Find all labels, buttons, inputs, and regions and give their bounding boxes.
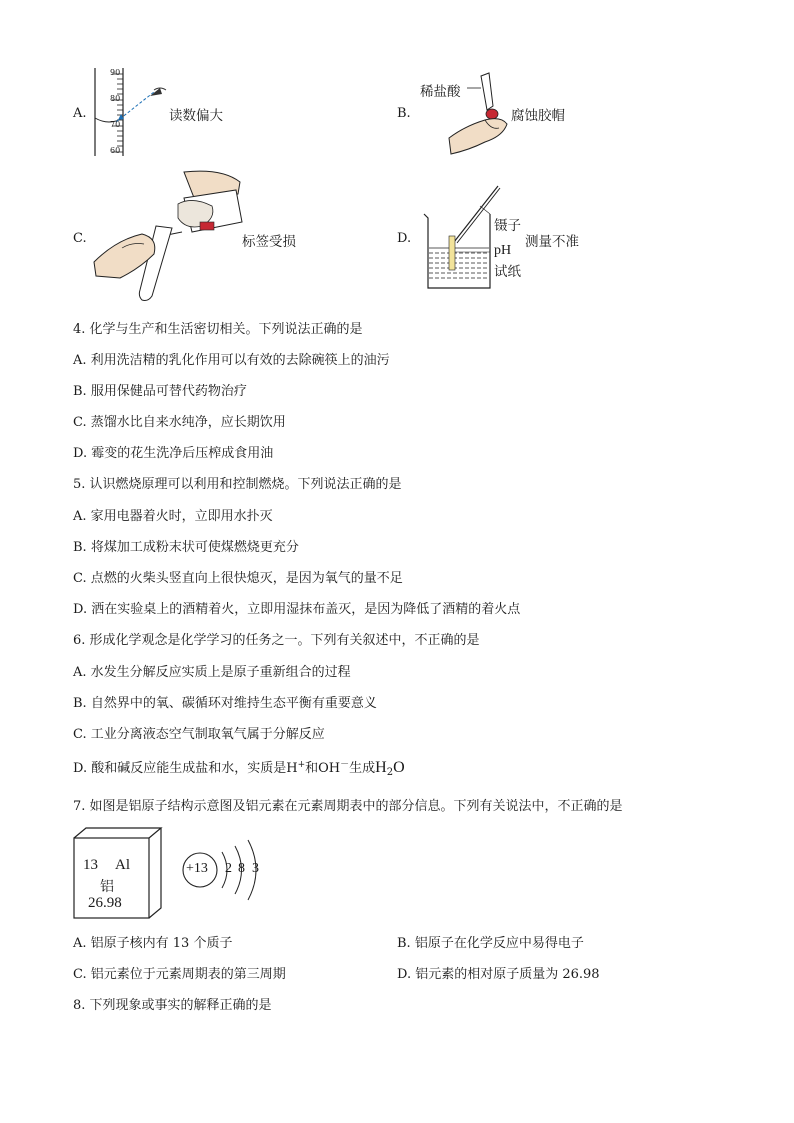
question-4-option-d: D. 霉变的花生洗净后压榨成食用油 xyxy=(73,446,274,461)
question-6-option-d xyxy=(73,757,405,778)
water-sub: 2 xyxy=(386,767,394,778)
question-7-stem: 7. 如图是铝原子结构示意图及铝元素在元素周期表中的部分信息。下列有关说法中，不正确的是 xyxy=(73,799,623,814)
option-a-letter: A. xyxy=(73,106,87,121)
tick-label: 90 xyxy=(110,68,121,77)
question-7-option-b: B. 铝原子在化学反应中易得电子 xyxy=(397,936,584,951)
question-7-option-a: A. 铝原子核内有 13 个质子 xyxy=(73,936,233,951)
question-5-option-b: B. 将煤加工成粉末状可使煤燃烧更充分 xyxy=(73,540,299,555)
shell-electrons: 8 xyxy=(238,861,245,876)
atomic-number: 13 xyxy=(83,857,98,873)
question-6-option-a: A. 水发生分解反应实质上是原子重新组合的过程 xyxy=(73,665,351,680)
option-c-letter: C. xyxy=(73,231,87,246)
element-symbol: Al xyxy=(115,857,130,873)
question-6-option-c: C. 工业分离液态空气制取氧气属于分解反应 xyxy=(73,727,325,742)
option-d-mid: 和 xyxy=(305,761,319,776)
option-d-gen: 生成 xyxy=(349,761,376,776)
question-4-option-a: A. 利用洗洁精的乳化作用可以有效的去除碗筷上的油污 xyxy=(73,353,390,368)
oh-charge: － xyxy=(340,760,350,770)
question-4-option-c: C. 蒸馏水比自来水纯净，应长期饮用 xyxy=(73,415,286,430)
dropper-figure xyxy=(445,70,515,160)
tweezers-label: 镊子 xyxy=(494,218,521,234)
water-o: O xyxy=(393,759,405,776)
water-h: H xyxy=(375,759,387,776)
shell-electrons: 3 xyxy=(252,861,259,876)
oh-ion: OH xyxy=(318,761,341,776)
question-6-option-b: B. 自然界中的氧、碳循环对维持生态平衡有重要意义 xyxy=(73,696,377,711)
h-charge: + xyxy=(297,760,306,770)
h-ion: H xyxy=(286,761,298,776)
reagent-label: 稀盐酸 xyxy=(420,84,461,100)
question-7-option-c: C. 铝元素位于元素周期表的第三周期 xyxy=(73,967,286,982)
beaker-figure xyxy=(420,180,500,295)
element-name: 铝 xyxy=(100,879,114,895)
shell-electrons: 2 xyxy=(225,861,232,876)
question-5-option-d: D. 洒在实验桌上的酒精着火，立即用湿抹布盖灭，是因为降低了酒精的着火点 xyxy=(73,602,521,617)
cylinder-figure xyxy=(88,66,178,161)
question-7-option-d: D. 铝元素的相对原子质量为 26.98 xyxy=(397,967,600,982)
question-5-stem: 5. 认识燃烧原理可以利用和控制燃烧。下列说法正确的是 xyxy=(73,477,402,492)
figure-c-caption: 标签受损 xyxy=(242,234,296,250)
ph-label: pH xyxy=(494,243,512,258)
figure-b-caption: 腐蚀胶帽 xyxy=(511,108,565,124)
question-4-option-b: B. 服用保健品可替代药物治疗 xyxy=(73,384,247,399)
option-d-letter: D. xyxy=(397,231,412,246)
option-b-letter: B. xyxy=(397,106,411,121)
nucleus-charge: +13 xyxy=(186,861,208,876)
tick-label: 80 xyxy=(110,94,121,103)
figure-d-caption: 测量不准 xyxy=(525,234,579,250)
tick-label: 60 xyxy=(110,146,121,155)
question-4-stem: 4. 化学与生产和生活密切相关。下列说法正确的是 xyxy=(73,322,363,337)
pouring-figure xyxy=(92,168,247,303)
tick-label: 70 xyxy=(110,120,121,129)
option-d-prefix: D. 酸和碱反应能生成盐和水，实质是 xyxy=(73,761,287,776)
figure-a-caption: 读数偏大 xyxy=(169,108,223,124)
paper-label: 试纸 xyxy=(494,264,521,280)
question-6-stem: 6. 形成化学观念是化学学习的任务之一。下列有关叙述中，不正确的是 xyxy=(73,633,480,648)
question-8-stem: 8. 下列现象或事实的解释正确的是 xyxy=(73,998,272,1013)
question-5-option-a: A. 家用电器着火时，立即用水扑灭 xyxy=(73,509,273,524)
atomic-mass: 26.98 xyxy=(88,895,122,911)
question-5-option-c: C. 点燃的火柴头竖直向上很快熄灭，是因为氧气的量不足 xyxy=(73,571,403,586)
